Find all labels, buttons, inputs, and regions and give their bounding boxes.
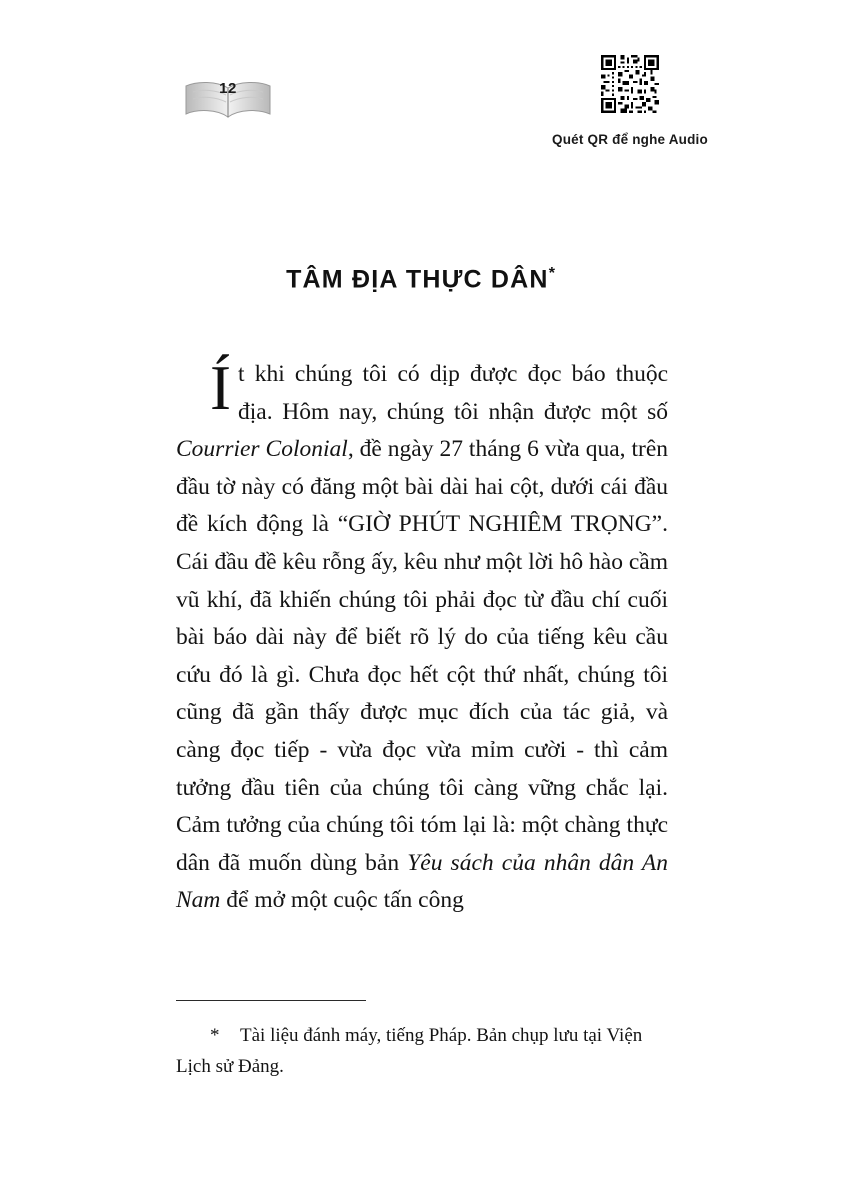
- paragraph-end: để mở một cuộc tấn công: [220, 887, 464, 914]
- page-number: 12: [219, 80, 237, 97]
- page-header: [0, 52, 841, 162]
- qr-code-icon[interactable]: [598, 52, 662, 116]
- footnote-text: Tài liệu đánh máy, tiếng Pháp. Bản chụp lưu tại Viện Lịch sử Đảng.: [176, 1025, 643, 1077]
- italic-title-courrier: Courrier Colonial: [176, 436, 348, 463]
- italic-title-yeu-sach: Yêu sách của nhân dân An Nam: [176, 849, 668, 914]
- body-text: [176, 353, 669, 920]
- paragraph: [176, 353, 669, 920]
- footnote-separator: [176, 1000, 366, 1001]
- footnote-marker: *: [210, 1025, 220, 1046]
- drop-cap: Í: [210, 353, 231, 423]
- title-footnote-marker: *: [548, 264, 555, 282]
- paragraph-lead: t khi chúng tôi có dịp được đọc báo thuộc địa. Hôm nay, chúng tôi nhận được một số: [237, 361, 668, 425]
- paragraph-middle: , đề ngày 27 tháng 6 vừa qua, trên đầu tờ này có đăng một bài dài hai cột, dưới cái đầu đề kích động là “GIỜ PHÚT NGHIÊM TRỌNG”. Cái đầu đề kêu rỗng ấy, kêu như một lời hô hào cầm vũ khí, đã khiến chúng tôi phải đọc từ đầu chí cuối bài báo dài này để biết rõ lý do của tiếng kêu cầu cứu đó là gì. Chưa đọc hết cột thứ nhất, chúng tôi cũng đã gần thấy được mục đích của tác giả, và càng đọc tiếp - vừa đọc vừa mỉm cười - thì cảm tưởng đầu tiên của chúng tôi càng vững chắc lại. Cảm tưởng của chúng tôi tóm lại là: một chàng thực dân đã muốn dùng bản: [176, 436, 669, 876]
- footnote: [176, 1020, 676, 1082]
- qr-caption: Quét QR để nghe Audio: [552, 132, 708, 147]
- page-title: [0, 265, 841, 294]
- footnote-line: [176, 1020, 676, 1082]
- page-title-text: TÂM ĐỊA THỰC DÂN: [286, 265, 549, 294]
- folio-group: [183, 62, 273, 122]
- qr-audio-block[interactable]: [505, 52, 755, 147]
